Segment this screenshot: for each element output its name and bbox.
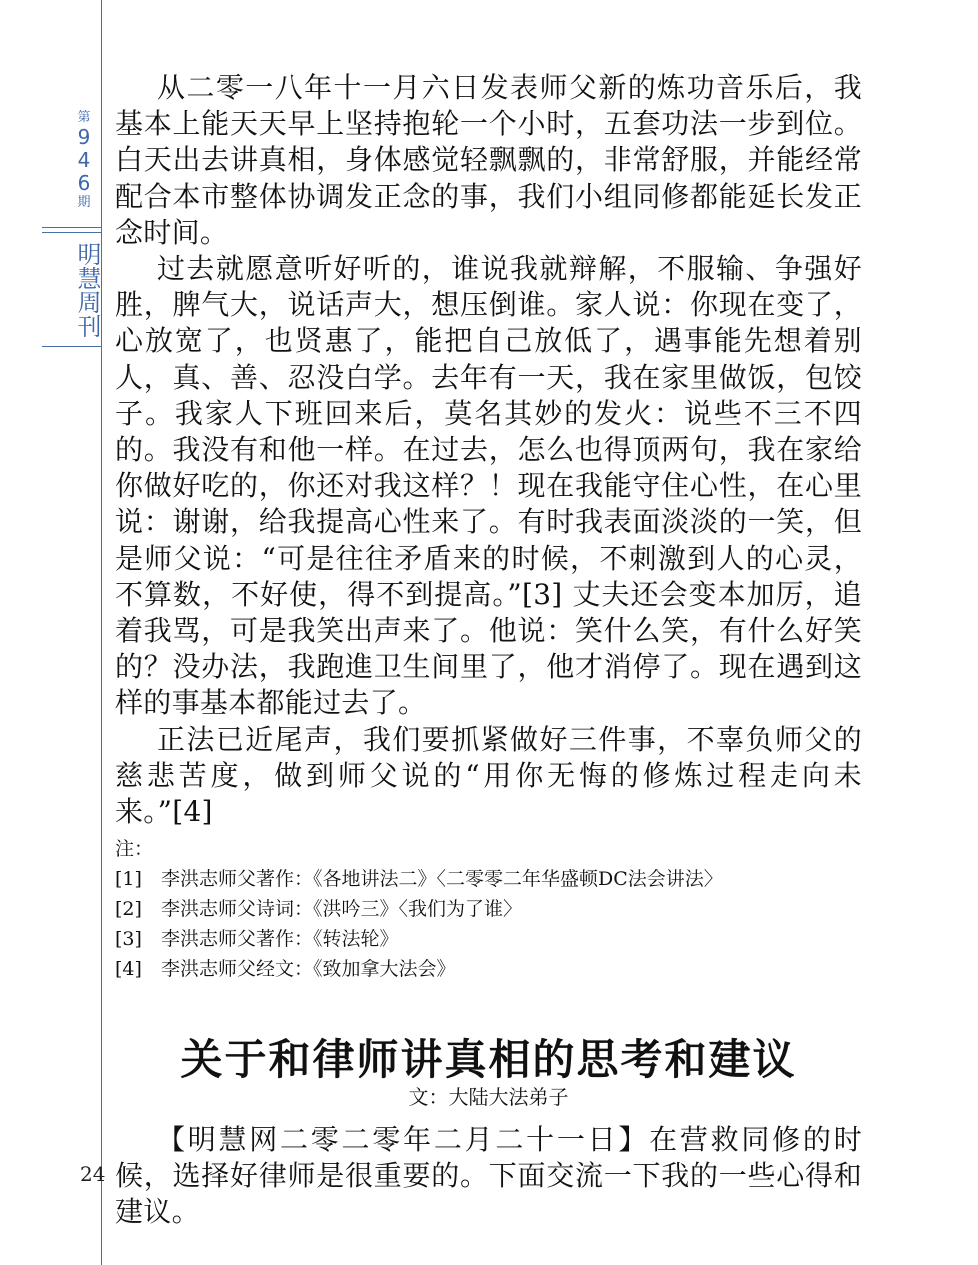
issue-number-digit-3: 6 — [77, 171, 91, 195]
issue-number-digit-1: 9 — [77, 125, 91, 149]
footnotes-heading: 注： — [115, 838, 154, 861]
footnote-text: 李洪志师父著作：《各地讲法二》〈二零零二年华盛顿DC法会讲法〉 — [161, 868, 723, 891]
issue-marker — [70, 110, 98, 211]
article-byline: 文：大陆大法弟子 — [408, 1085, 569, 1109]
footnote-ref: [3] — [115, 928, 142, 951]
footnote-ref: [1] — [115, 868, 142, 891]
article-intro: 【明慧网二零二零年二月二十一日】在营救同修的时候，选择好律师是很重要的。下面交流一下我的一些心得和建议。 — [115, 1123, 862, 1229]
issue-prefix: 第 — [77, 110, 91, 125]
footnotes — [115, 834, 862, 984]
footnote-ref: [4] — [115, 958, 142, 981]
paragraph-2: 过去就愿意听好听的，谁说我就辩解，不服输、争强好胜，脾气大，说话声大，想压倒谁。家人说：你现在变了，心放宽了，也贤惠了，能把自己放低了，遇事能先想着别人，真、善、忍没白学。去年有一天，我在家里做饭，包饺子。我家人下班回来后，莫名其妙的发火：说些不三不四的。我没有和他一样。在过去，怎么也得顶两句，我在家给你做好吃的，你还对我这样？！现在我能守住心性，在心里说：谢谢，给我提高心性来了。有时我表面淡淡的一笑，但是师父说：“可是往往矛盾来的时候，不刺激到人的心灵，不算数，不好使，得不到提高。”[3] 丈夫还会变本加厉，追着我骂，可是我笑出声来了。他说：笑什么笑，有什么好笑的？没办法，我跑進卫生间里了，他才消停了。现在遇到这样的事基本都能过去了。 — [115, 252, 862, 720]
paragraph-3: 正法已近尾声，我们要抓紧做好三件事，不辜负师父的慈悲苦度，做到师父说的“用你无悔的修炼过程走向未来。”[4] — [115, 722, 862, 829]
paragraph-1: 从二零一八年十一月六日发表师父新的炼功音乐后，我基本上能天天早上坚持抱轮一个小时，五套功法一步到位。白天出去讲真相，身体感觉轻飘飘的，非常舒服，并能经常配合本市整体协调发正念的事，我们小组同修都能延长发正念时间。 — [115, 71, 862, 249]
sidebar-rule-top-2 — [42, 232, 101, 233]
sidebar-rule-top — [42, 227, 101, 228]
publication-name: 明慧周刊 — [73, 242, 101, 338]
article-title: 关于和律师讲真相的思考和建议 — [180, 1035, 797, 1084]
article-body — [115, 1122, 862, 1231]
footnote-ref: [2] — [115, 898, 142, 921]
issue-number-digit-2: 4 — [77, 148, 91, 172]
footnote-text: 李洪志师父经文：《致加拿大法会》 — [161, 958, 456, 981]
footnote-2 — [115, 894, 862, 924]
footnote-text: 李洪志师父著作：《转法轮》 — [161, 928, 399, 951]
sidebar-rule-bottom — [42, 346, 101, 347]
issue-suffix: 期 — [77, 195, 91, 210]
footnote-4 — [115, 954, 862, 984]
footnote-1 — [115, 864, 862, 894]
main-text — [115, 70, 862, 984]
footnote-text: 李洪志师父诗词：《洪吟三》〈我们为了谁〉 — [161, 898, 523, 921]
page-number: 24 — [80, 1162, 106, 1186]
margin-rule — [101, 0, 102, 1265]
footnote-3 — [115, 924, 862, 954]
